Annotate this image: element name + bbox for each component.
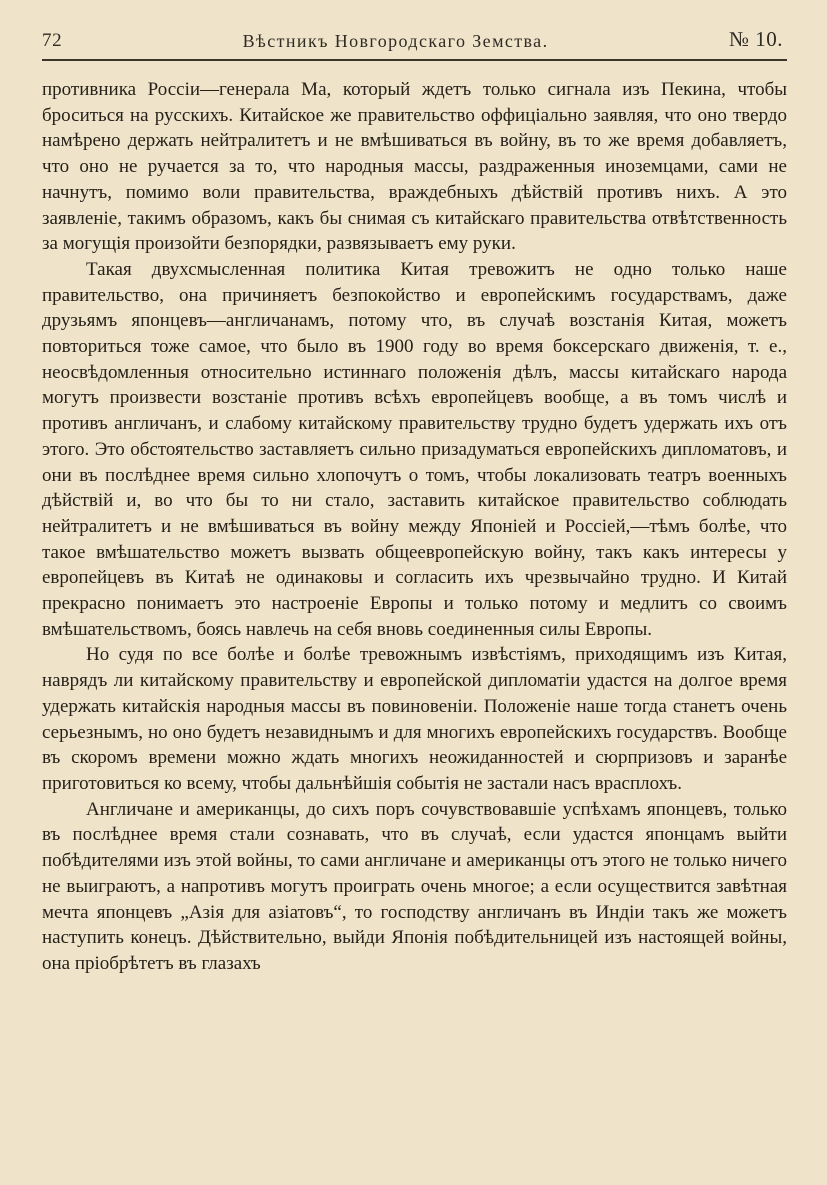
header-rule (42, 59, 787, 61)
paragraph: Англичане и американцы, до сихъ поръ сочувствовавшіе успѣхамъ японцевъ, только въ послѣднее время стали сознавать, что въ случаѣ, если удастся японцамъ выйти побѣдителями изъ этой войны, то сами англичане и американцы отъ этого не только ничего не выиграютъ, а напротивъ могутъ проиграть очень многое; а если осуществится завѣтная мечта японцевъ „Азія для азіатовъ“, то господству англичанъ въ Индіи такъ же можетъ наступить конецъ. Дѣйствительно, выйди Японія побѣдительницей изъ настоящей войны, она пріобрѣтетъ въ глазахъ (42, 798, 787, 974)
page-number: 72 (42, 30, 63, 51)
issue-number: № 10. (728, 27, 783, 51)
paragraph: противника Россіи—генерала Ма, который ждетъ только сигнала изъ Пекина, чтобы броситься на русскихъ. Китайское же правительство оффиціально заявляя, что оно твердо намѣрено держать нейтралитетъ и не вмѣшиваться въ войну, въ то же время добавляетъ, что оно не ручается за то, что народныя массы, раздраженныя иноземцами, сами не начнутъ, помимо воли правительства, враждебныхъ дѣйствій противъ нихъ. А это заявленіе, такимъ образомъ, какъ бы снимая съ китайскаго правительства отвѣтственность за могущія произойти безпорядки, развязываетъ ему руки. (42, 79, 787, 255)
running-header (42, 24, 787, 52)
journal-title: Вѣстникъ Новгородскаго Земства. (242, 31, 549, 51)
article-body (42, 77, 787, 977)
paragraph: Такая двухсмысленная политика Китая тревожитъ не одно только наше правительство, она причиняетъ безпокойство и европейскимъ государствамъ, даже друзьямъ японцевъ—англичанамъ, потому что, въ случаѣ возстанія Китая, можетъ повториться тоже самое, что было въ 1900 году во время боксерскаго движенія, т. е., неосвѣдомленныя относительно истиннаго положенія дѣлъ, массы китайскаго народа могутъ произвести возстаніе противъ всѣхъ европейцевъ вообще, а въ томъ числѣ и противъ англичанъ, и слабому китайскому правительству трудно будетъ удержать ихъ отъ этого. Это обстоятельство заставляетъ сильно призадуматься европейскихъ дипломатовъ, и они въ послѣднее время сильно хлопочутъ о томъ, чтобы локализовать театръ военныхъ дѣйствій и, во что бы то ни стало, заставить китайское правительство соблюдать нейтралитетъ и не вмѣшиваться въ войну между Японіей и Россіей,—тѣмъ болѣе, что такое вмѣшательство можетъ вызвать общеевропейскую войну, такъ какъ интересы у европейцевъ въ Китаѣ не одинаковы и согласить ихъ чрезвычайно трудно. И Китай прекрасно понимаетъ это настроеніе Европы и только потому и медлитъ со своимъ вмѣшательствомъ, боясь навлечь на себя вновь соединенныя силы Европы. (42, 258, 787, 640)
paragraph: Но судя по все болѣе и болѣе тревожнымъ извѣстіямъ, приходящимъ изъ Китая, наврядъ ли китайскому правительству и европейской дипломатіи удастся на долгое время удержать китайскія народныя массы въ повиновеніи. Положеніе наше тогда станетъ очень серьезнымъ, но оно будетъ незавиднымъ и для многихъ европейскихъ государствъ. Вообще въ скоромъ времени можно ждать многихъ неожиданностей и сюрпризовъ и заранѣе приготовиться ко всему, чтобы дальнѣйшія событія не застали насъ врасплохъ. (42, 644, 787, 794)
